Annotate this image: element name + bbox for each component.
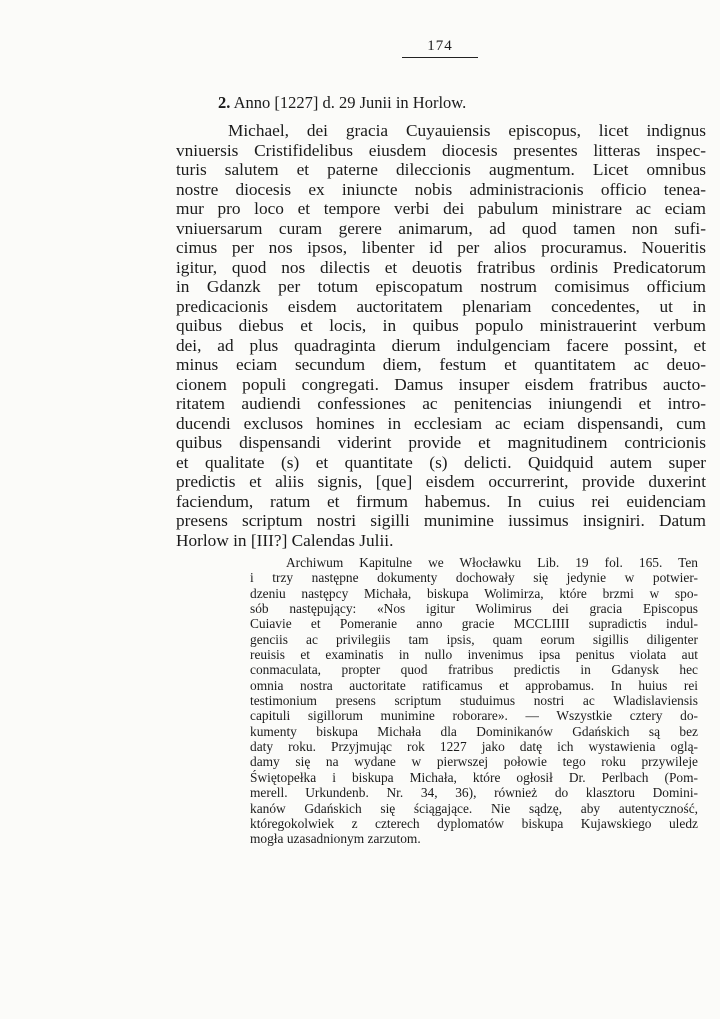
page-number-rule: [402, 57, 478, 58]
body-line: et qualitate (s) et quantitate (s) delicti. Quidquid autem super: [176, 452, 706, 472]
note-line: daty roku. Przyjmując rok 1227 jako datę ich wystawienia oglą-: [250, 739, 698, 755]
note-line: mogła uzasadnionym zarzutom.: [250, 831, 421, 847]
page-number: 174: [427, 38, 453, 54]
editorial-note: [250, 555, 698, 847]
body-line: quibus dispensandi viderint provide et magnitudinem contricionis: [176, 433, 706, 452]
note-line: damy się na wydane w pierwszej połowie tego roku przywileje: [250, 754, 698, 770]
body-line: turis salutem et paterne dileccionis augmentum. Licet omnibus: [176, 160, 706, 179]
body-line: nostre diocesis ex iniuncte nobis administracionis officio tenea-: [176, 179, 706, 199]
body-line: Horlow in [III?] Calendas Julii.: [176, 530, 394, 550]
note-line: Świętopełka i biskupa Michała, które ogłosił Dr. Perlbach (Pom-: [250, 769, 698, 785]
note-line: kumenty biskupa Michała dla Dominikanów Gdańskich są bez: [250, 723, 698, 739]
body-line: minus eciam secundum diem, festum et quantitatem ac deuo-: [176, 355, 706, 374]
body-line: dei, ad plus quadraginta dierum indulgenciam facere possint, et: [176, 335, 706, 355]
note-line: Archiwum Kapitulne we Włocławku Lib. 19 fol. 165. Ten: [286, 555, 698, 570]
note-line: i trzy następne dokumenty dochowały się jedynie w potwier-: [250, 570, 698, 586]
note-line: któregokolwiek z czterech dyplomatów biskupa Kujawskiego uledz: [250, 815, 698, 831]
note-line: capituli sigillorum munimine roborare». — Wszystkie cztery do-: [250, 708, 698, 724]
document-body: [176, 121, 706, 550]
note-line: Cuiavie et Pomeranie anno gracie MCCLIIII supradictis indul-: [250, 616, 698, 632]
body-line: in Gdanzk per totum episcopatum nostrum comisimus officium: [176, 277, 706, 296]
body-line: presens scriptum nostri sigilli munimine iussimus insigniri. Datum: [176, 511, 706, 530]
body-line: cimus per nos ipsos, libenter id per alios procuramus. Noueritis: [176, 238, 706, 257]
body-line: quibus diebus et locis, in quibus populo ministrauerint verbum: [176, 316, 706, 335]
note-line: conmaculata, propter quod fratribus predictis in Gdanysk hec: [250, 662, 698, 678]
document-date-place: Anno [1227] d. 29 Junii in Horlow.: [233, 93, 467, 112]
note-line: testimonium presens scriptum studuimus nostri ac Wladislaviensis: [250, 693, 698, 709]
note-line: dzeniu następcy Michała, biskupa Wolimirza, które brzmi w spo-: [250, 585, 698, 601]
body-line: cionem populi congregati. Damus insuper eisdem fratribus aucto-: [176, 374, 706, 394]
note-line: sób następujący: «Nos igitur Wolimirus dei gracia Episcopus: [250, 601, 698, 617]
note-line: merell. Urkundenb. Nr. 34, 36), również do klasztoru Domini-: [250, 785, 698, 801]
note-line: genciis ac privilegiis tam ipsis, quam eorum sigillis diligenter: [250, 631, 698, 647]
body-line: vniuersarum curam gerere animarum, ad quod tamen non sufi-: [176, 218, 706, 238]
body-line: ritatem audiendi confessiones ac penitencias iniungendi et intro-: [176, 394, 706, 413]
body-line: mur pro loco et tempore verbi dei pabulum ministrare ac eciam: [176, 199, 706, 218]
document-heading: [218, 93, 466, 113]
body-line: igitur, quod nos dilectis et deuotis fratribus ordinis Predicatorum: [176, 257, 706, 277]
note-line: kanów Gdańskich się ściągające. Nie sądzę, aby autentyczność,: [250, 800, 698, 816]
body-line: vniuersis Cristifidelibus eiusdem diocesis presentes litteras inspec-: [176, 140, 706, 160]
body-line: Michael, dei gracia Cuyauiensis episcopus, licet indignus: [228, 121, 706, 140]
note-line: omnia nostra auctoritate ratificamus et approbamus. In huius rei: [250, 677, 698, 693]
body-line: ducendi exclusos homines in ecclesiam ac eciam dispensandi, cum: [176, 413, 706, 433]
body-line: predictis et aliis signis, [que] eisdem occurrerint, provide duxerint: [176, 472, 706, 491]
body-line: predicacionis eisdem auctoritatem plenariam concedentes, ut in: [176, 296, 706, 316]
note-line: reuisis et examinatis in nullo invenimus ipsa penitus violata aut: [250, 647, 698, 663]
body-line: faciendum, ratum et firmum habemus. In cuius rei euidenciam: [176, 491, 706, 511]
document-number: 2.: [218, 93, 231, 112]
